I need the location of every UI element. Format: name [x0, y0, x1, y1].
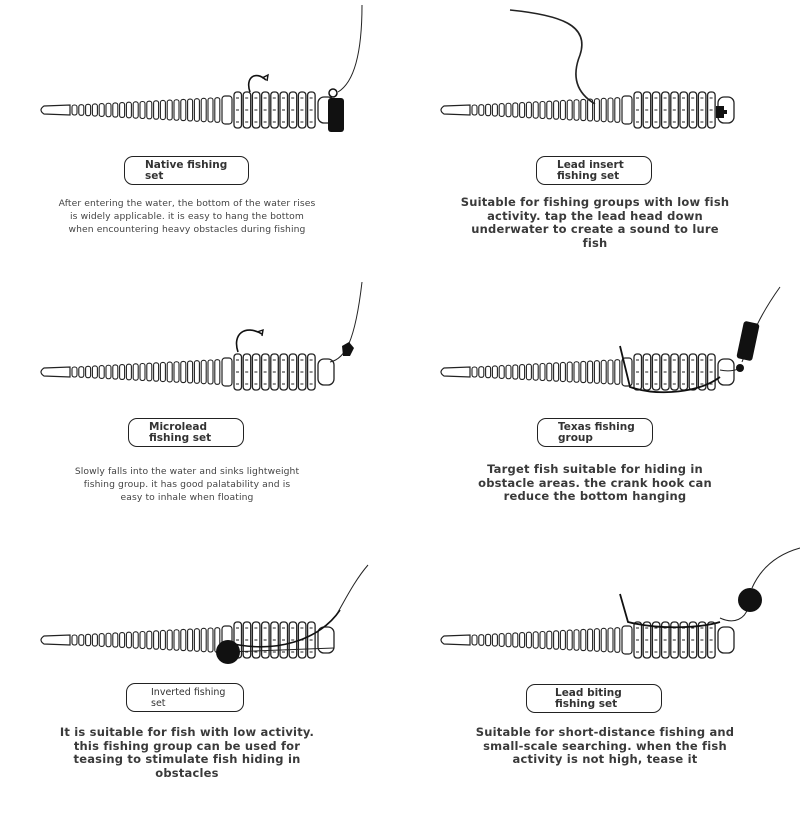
split-shot-icon [738, 588, 762, 612]
worm-lure-icon [41, 92, 334, 128]
rig-texas-fishing-group [400, 262, 800, 532]
set-label: Lead biting fishing set [526, 684, 662, 713]
set-label: Inverted fishing set [126, 683, 244, 712]
set-label: Native fishing set [124, 156, 249, 185]
native-rig-illustration [0, 0, 400, 150]
worm-lure-icon [41, 622, 334, 658]
set-description: Target fish suitable for hiding in obstacle areas. the crank hook can reduce the bottom hanging [478, 462, 712, 503]
set-description: After entering the water, the bottom of the water rises is widely applicable. it is easy to hang the bottom when encountering heavy obstacles during fishing [58, 198, 316, 235]
bullet-weight-icon [736, 321, 760, 361]
set-label: Texas fishing group [537, 418, 653, 447]
bead-icon [736, 364, 744, 372]
worm-lure-icon [441, 354, 734, 390]
set-description: Suitable for short-distance fishing and small-scale searching. when the fish activity is not high, tease it [475, 725, 735, 766]
lead-biting-rig-illustration [400, 530, 800, 680]
set-description: Slowly falls into the water and sinks lightweight fishing group. it has good palatability and is easy to inhale when floating [74, 466, 300, 503]
set-label: Lead insert fishing set [536, 156, 652, 185]
inverted-rig-illustration [0, 530, 400, 680]
texas-rig-illustration [400, 262, 800, 412]
rig-inverted-fishing-set [0, 530, 400, 800]
rig-lead-insert-fishing-set [400, 0, 800, 270]
rig-lead-biting-fishing-set [400, 530, 800, 800]
worm-lure-icon [41, 354, 334, 390]
lead-insert-rig-illustration [400, 0, 800, 150]
microlead-rig-illustration [0, 262, 400, 412]
rig-microlead-fishing-set [0, 262, 400, 532]
set-description: Suitable for fishing groups with low fish activity. tap the lead head down underwater to create a sound to lure fish [460, 195, 730, 250]
micro-lead-icon [342, 342, 354, 356]
set-description: It is suitable for fish with low activity. this fishing group can be used for teasing to stimulate fish hiding in obstacles [59, 725, 315, 780]
lead-weight-icon [328, 98, 344, 132]
rig-native-fishing-set [0, 0, 400, 270]
drop-shot-weight-icon [216, 640, 240, 664]
worm-lure-icon [441, 92, 734, 128]
set-label: Microlead fishing set [128, 418, 244, 447]
